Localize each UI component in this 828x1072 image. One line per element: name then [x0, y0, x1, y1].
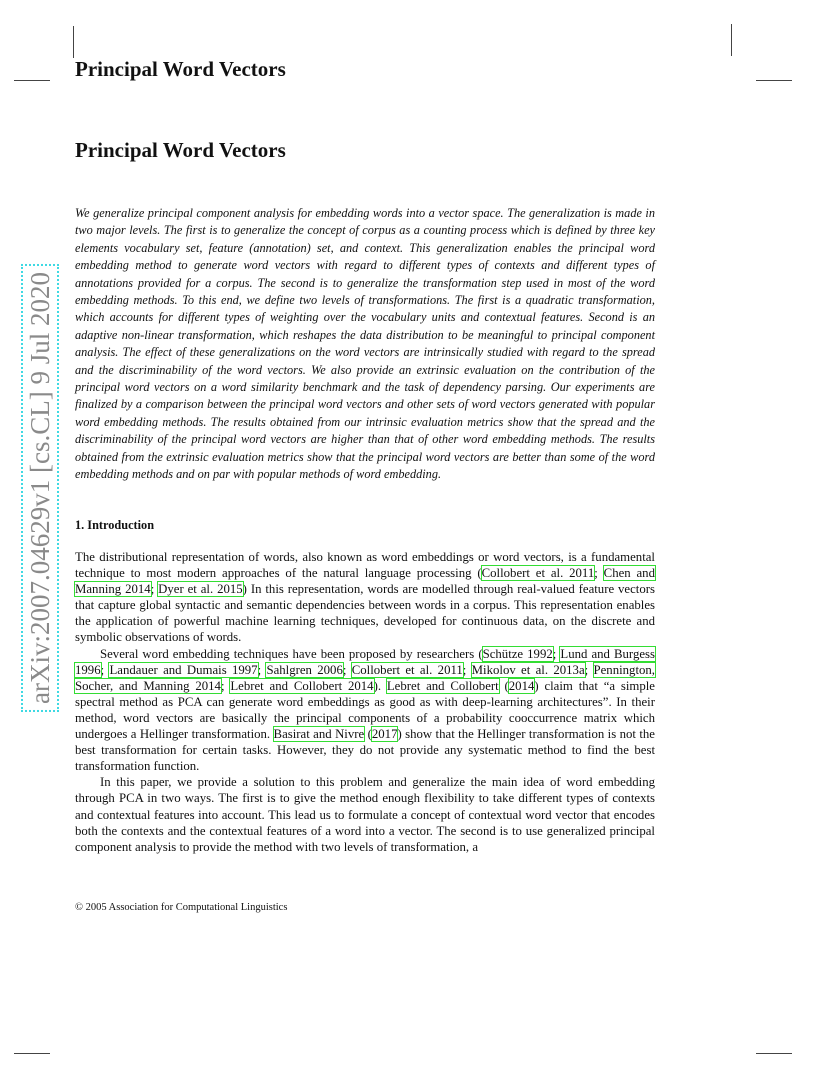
text-run: ( — [364, 727, 372, 742]
text-run: ) claim that “a simple spectral method as PCA can generate word embeddings as good as with deep-learning architectures”. In their method, word vectors are basically the principal components of a probability cooccurrence matrix which undergoes a Hellinger transformation. — [75, 678, 655, 742]
arxiv-stamp[interactable]: arXiv:2007.04629v1 [cs.CL] 9 Jul 2020 — [21, 264, 59, 712]
citation-link[interactable]: Landauer and Dumais 1997 — [109, 662, 258, 677]
text-run: ; — [220, 678, 231, 693]
citation-link[interactable]: Chen and Manning 2014 — [75, 566, 655, 597]
citation-link[interactable]: Lebret and Collobert — [386, 678, 499, 693]
running-title: Principal Word Vectors — [75, 57, 286, 81]
crop-mark-left-lower — [14, 1053, 50, 1054]
text-run: ; — [100, 662, 110, 677]
intro-paragraph-2 — [75, 646, 655, 775]
crop-mark-top-left — [73, 26, 74, 58]
text-run: The distributional representation of words, also known as word embeddings or word vectors, is a fundamental technique to most modern approaches of the natural language processing ( — [75, 550, 655, 581]
crop-mark-right-lower — [756, 1053, 792, 1054]
citation-link[interactable]: Lebret and Collobert 2014 — [230, 678, 374, 693]
citation-link[interactable]: Pennington, Socher, and Manning 2014 — [75, 662, 655, 693]
citation-link[interactable]: Sahlgren 2006 — [266, 662, 343, 677]
text-run: ( — [498, 678, 509, 693]
text-run: ; — [594, 566, 604, 581]
text-run: ). — [373, 678, 387, 693]
text-run: ; — [462, 662, 472, 677]
text-run: ; — [584, 662, 594, 677]
citation-link[interactable]: Collobert et al. 2011 — [351, 662, 463, 677]
copyright-footer: © 2005 Association for Computational Linguistics — [75, 902, 288, 913]
crop-mark-top-right — [731, 24, 732, 56]
citation-link[interactable]: Mikolov et al. 2013a — [471, 662, 585, 677]
citation-link[interactable]: Lund and Burgess 1996 — [75, 646, 655, 677]
citation-link[interactable]: Dyer et al. 2015 — [158, 582, 243, 597]
text-run: ; — [257, 662, 267, 677]
citation-link[interactable]: Basirat and Nivre — [273, 727, 365, 742]
section-heading-introduction: 1. Introduction — [75, 518, 155, 532]
intro-paragraph-1 — [75, 549, 655, 646]
text-run: ; — [150, 582, 159, 597]
text-run: ) show that the Hellinger transformation is not the best transformation for certain tasks. However, they do not provide any systematic method to find the best transformation function. — [75, 727, 655, 774]
intro-paragraph-3: In this paper, we provide a solution to this problem and generalize the main idea of word embedding through PCA in two ways. The first is to give the method enough flexibility to take different types of contexts and contextual features into account. This lead us to formulate a concept of contextual word vector that encodes both the contexts and the contextual features of a word into a vector. The second is to use generalized principal component analysis to provide the method with two levels of transformation, a — [75, 775, 655, 854]
abstract: We generalize principal component analysis for embedding words into a vector space. The generalization is made in two major levels. The first is to generalize the concept of corpus as a counting process which is defined by three key elements vocabulary set, feature (annotation) set, and context. This generalization enables the principal word embedding method to generate word vectors with regard to different types of contexts and different types of annotations provided for a corpus. The second is to generalize the transformation step used in most of the word embedding methods. To this end, we define two levels of transformations. The first is a quadratic transformation, which accounts for different types of weighting over the vocabulary units and contextual features. Second is an adaptive non-linear transformation, which reshapes the data distribution to be meaningful to principal component analysis. The effect of these generalizations on the word vectors are intrinsically studied with regard to the spread and the discriminability of the word vectors. We also provide an extrinsic evaluation on the contribution of the principal word vectors on a word similarity benchmark and the task of dependency parsing. Our experiments are finalized by a comparison between the principal word vectors and other sets of word vectors generated with popular word embedding methods. The results obtained from our intrinsic evaluation metrics show that the spread and the discriminability of the principal word vectors are higher than that of other word embedding methods. The results obtained from the extrinsic evaluation metrics show that the principal word vectors are better than some of the word embedding methods and on par with popular methods of word embedding. — [75, 206, 655, 482]
citation-link[interactable]: Collobert et al. 2011 — [481, 566, 595, 581]
crop-mark-right-upper — [756, 80, 792, 81]
text-run: ; — [342, 662, 352, 677]
citation-link[interactable]: Schütze 1992 — [482, 646, 553, 661]
paper-title: Principal Word Vectors — [75, 138, 286, 162]
citation-link[interactable]: 2014 — [508, 678, 535, 693]
text-run: ) In this representation, words are modelled through real-valued feature vectors that capture global syntactic and semantic dependencies between words in a corpus. This representation enables the application of powerful machine learning techniques, developed for continuous data, on the discrete and symbolic observations of words. — [75, 582, 655, 645]
text-run: ; — [552, 646, 561, 661]
citation-link[interactable]: 2017 — [371, 727, 398, 742]
text-run: Several word embedding techniques have been proposed by researchers ( — [100, 646, 483, 661]
introduction-body — [75, 549, 655, 855]
crop-mark-left-upper — [14, 80, 50, 81]
